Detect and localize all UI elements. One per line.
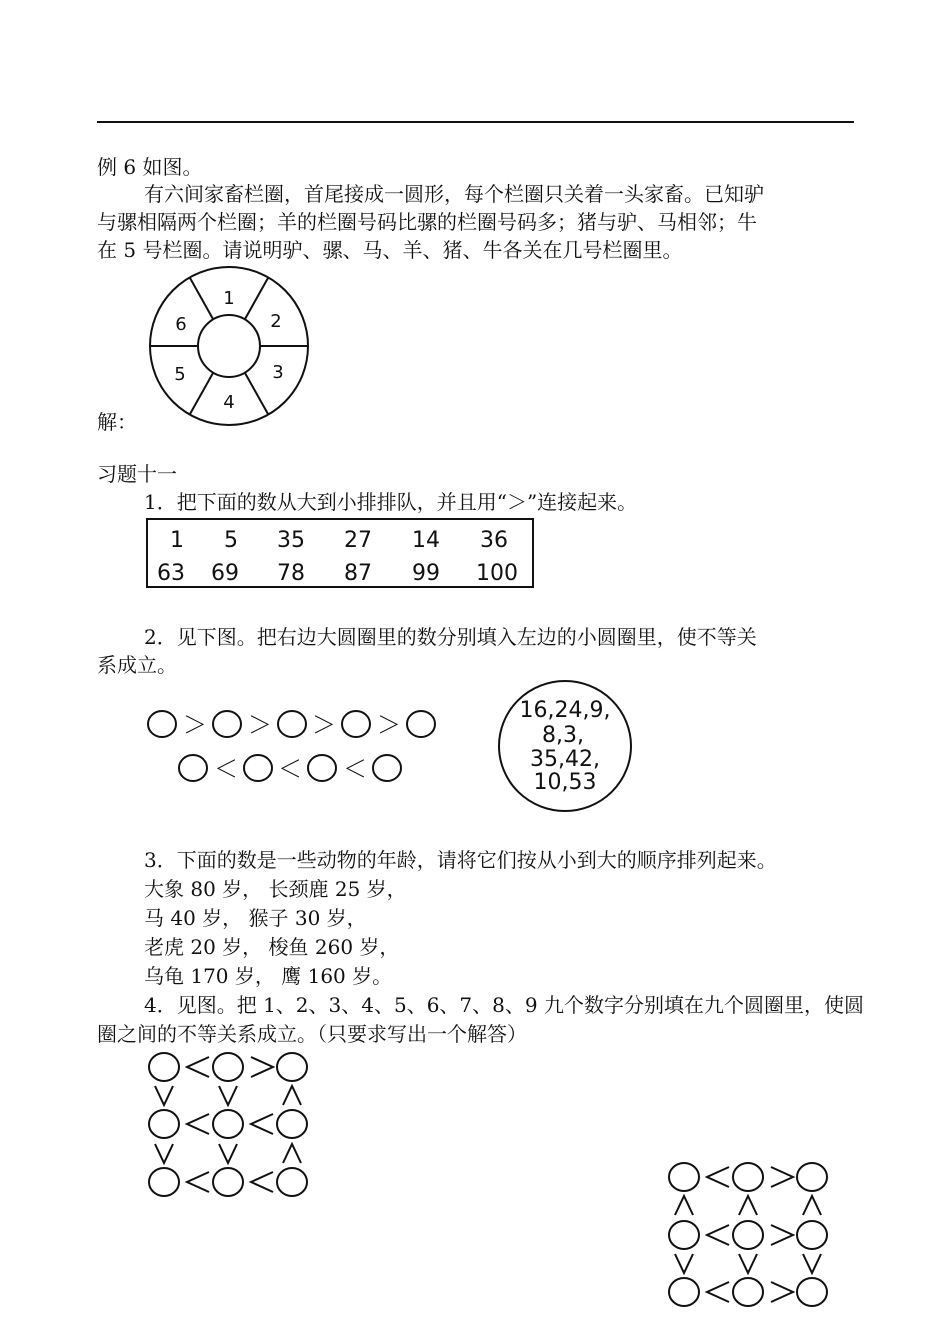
q1-text: 1．把下面的数从大到小排排队，并且用“＞”连接起来。 — [144, 490, 638, 514]
q4-text-line-1: 4．见图。把 1、2、3、4、5、6、7、8、9 九个数字分别填在九个圆圈里，使圆 — [144, 993, 864, 1017]
q2-text-line-2: 系成立。 — [97, 653, 177, 677]
big-circle-line: 10,53 — [533, 770, 597, 795]
q3-text: 3．下面的数是一些动物的年龄，请将它们按从小到大的顺序排列起来。 — [144, 848, 777, 872]
pen-diagram — [140, 265, 320, 430]
q3-ages-line-1: 大象 80 岁， 长颈鹿 25 岁， — [144, 877, 407, 901]
q3-ages-line-2: 马 40 岁， 猴子 30 岁， — [144, 906, 367, 930]
q1-cell: 100 — [476, 561, 518, 586]
q1-cell: 5 — [224, 528, 238, 553]
answer-label: 解： — [97, 410, 137, 434]
example-heading: 例 6 如图。 — [97, 155, 203, 179]
pen-label-5: 5 — [174, 364, 186, 385]
q1-cell: 14 — [412, 528, 440, 553]
q1-cell: 27 — [344, 528, 372, 553]
q1-cell: 99 — [412, 561, 440, 586]
q1-cell: 87 — [344, 561, 372, 586]
example-paragraph-line-2: 与骡相隔两个栏圈；羊的栏圈号码比骡的栏圈号码多；猪与驴、马相邻；牛 — [97, 210, 757, 234]
q1-cell: 63 — [157, 561, 185, 586]
gt-sign: ＞ — [248, 711, 272, 739]
pen-label-1: 1 — [223, 288, 235, 309]
q3-ages-line-4: 乌龟 170 岁， 鹰 160 岁。 — [144, 964, 393, 988]
header-rule — [97, 121, 854, 123]
big-circle-line: 35,42, — [530, 747, 600, 772]
big-circle-line: 16,24,9, — [519, 698, 611, 723]
q4-grid-left — [140, 1045, 320, 1203]
q2-inequality-chains — [140, 700, 450, 795]
pen-label-4: 4 — [223, 392, 235, 413]
example-paragraph-line-1: 有六间家畜栏圈，首尾接成一圆形，每个栏圈只关着一头家畜。已知驴 — [144, 182, 764, 206]
pen-label-2: 2 — [270, 311, 282, 332]
exercises-title: 习题十一 — [97, 462, 177, 486]
q4-text-line-2: 圈之间的不等关系成立。（只要求写出一个解答） — [97, 1022, 527, 1046]
example-paragraph-line-3: 在 5 号栏圈。请说明驴、骡、马、羊、猪、牛各关在几号栏圈里。 — [97, 238, 683, 262]
q1-cell: 1 — [170, 528, 184, 553]
lt-sign: ＜ — [214, 755, 238, 783]
q1-cell: 35 — [277, 528, 305, 553]
q4-grid-right — [660, 1155, 840, 1313]
q1-number-table — [146, 518, 536, 590]
big-circle-line: 8,3, — [542, 723, 584, 748]
gt-sign: ＞ — [377, 711, 401, 739]
lt-sign: ＜ — [278, 755, 302, 783]
lt-sign: ＜ — [343, 755, 367, 783]
q1-cell: 36 — [480, 528, 508, 553]
gt-sign: ＞ — [312, 711, 336, 739]
q1-cell: 69 — [211, 561, 239, 586]
q3-ages-line-3: 老虎 20 岁， 梭鱼 260 岁， — [144, 935, 400, 959]
q2-text-line-1: 2．见下图。把右边大圆圈里的数分别填入左边的小圆圈里，使不等关 — [144, 625, 757, 649]
pen-label-3: 3 — [272, 362, 284, 383]
q1-cell: 78 — [277, 561, 305, 586]
gt-sign: ＞ — [183, 711, 207, 739]
pen-label-6: 6 — [175, 314, 187, 335]
q2-big-number-circle — [495, 678, 635, 814]
